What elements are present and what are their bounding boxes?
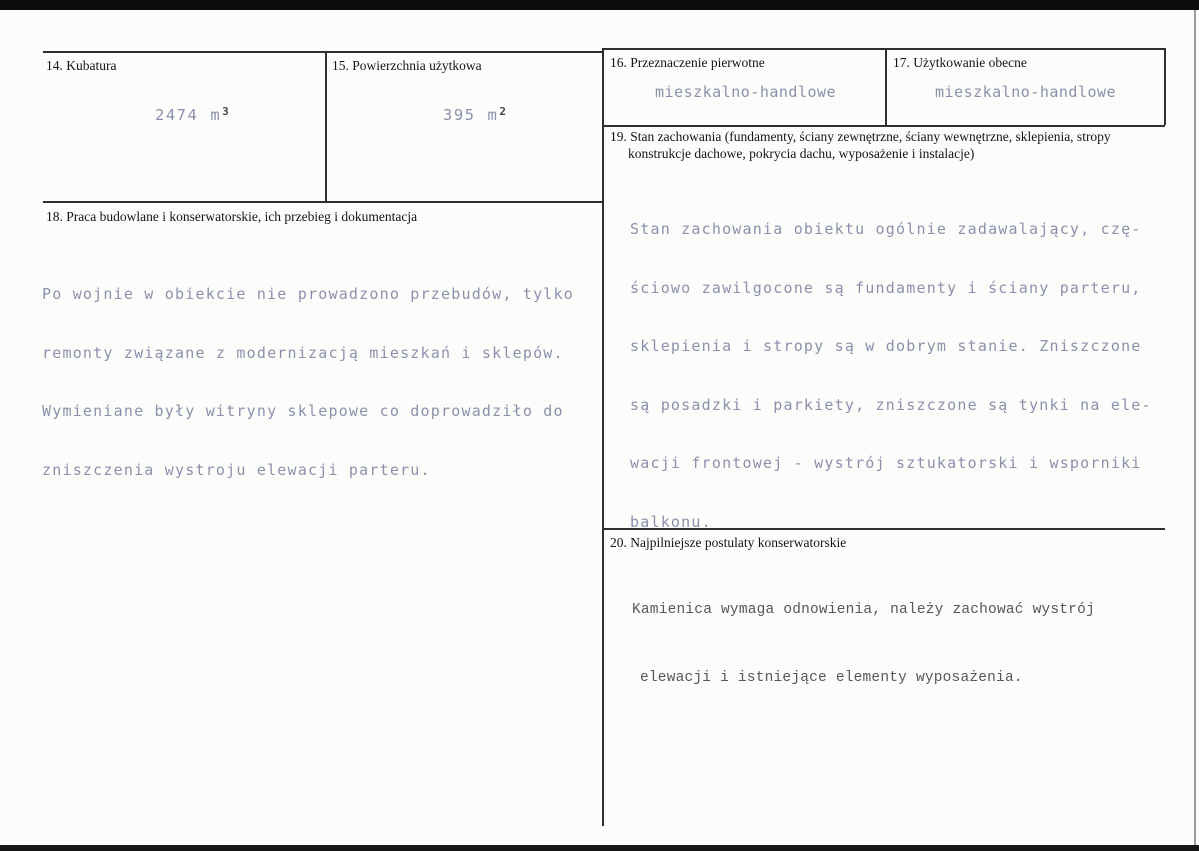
field-14-label: 14. Kubatura xyxy=(46,58,117,73)
field-16-value: mieszkalno-handlowe xyxy=(655,83,837,101)
border-row14-bottom xyxy=(43,201,603,203)
field-18-label: 18. Praca budowlane i konserwatorskie, ich przebieg i dokumentacja xyxy=(46,209,418,224)
field-19-text-line: sklepienia i stropy są w dobrym stanie. Zniszczone xyxy=(630,337,1142,355)
divider-left-right-column xyxy=(602,48,604,826)
field-18-text-line: Wymieniane były witryny sklepowe co doprowadziło do xyxy=(42,402,564,420)
field-20-text-line: elewacji i istniejące elementy wyposażenia. xyxy=(640,669,1023,686)
field-20-label: 20. Najpilniejsze postulaty konserwatorskie xyxy=(610,535,847,550)
field-15-number: 395 xyxy=(443,106,476,124)
field-18-text xyxy=(42,246,574,519)
field-19-label-line2: konstrukcje dachowe, pokrycia dachu, wyposażenie i instalacje) xyxy=(628,146,975,161)
field-19-text-line: ściowo zawilgocone są fundamenty i ściany parteru, xyxy=(630,278,1142,297)
field-15-unit-exponent: 2 xyxy=(499,105,508,118)
field-19-text-line: wacji frontowej - wystrój sztukatorski i wsporniki xyxy=(630,454,1142,472)
field-19-text-line: są posadzki i parkiety, zniszczone są tynki na ele- xyxy=(630,395,1152,414)
scan-edge-top xyxy=(0,0,1199,10)
field-14-unit: m xyxy=(210,106,222,124)
field-18-text-line: zniszczenia wystroju elewacji parteru. xyxy=(42,460,431,479)
divider-14-15 xyxy=(325,51,327,201)
border-top-left xyxy=(43,51,603,53)
field-20-text xyxy=(632,554,1095,734)
field-19-label-line1: 19. Stan zachowania (fundamenty, ściany zewnętrzne, ściany wewnętrzne, sklepienia, stropy xyxy=(610,129,1111,144)
field-15-value xyxy=(443,106,506,127)
field-17-label: 17. Użytkowanie obecne xyxy=(893,55,1027,70)
paper-edge-right xyxy=(1194,10,1196,845)
field-18-text-line: Po wojnie w obiekcie nie prowadzono przebudów, tylko xyxy=(42,285,574,303)
field-19-text-line: Stan zachowania obiektu ogólnie zadawalający, czę- xyxy=(630,220,1142,238)
border-right-box17 xyxy=(1164,48,1166,125)
field-17-value: mieszkalno-handlowe xyxy=(935,83,1117,101)
field-19-label xyxy=(610,128,1166,162)
field-14-value xyxy=(155,106,229,127)
border-row16-bottom xyxy=(603,125,1165,127)
scan-edge-bottom xyxy=(0,845,1199,851)
field-19-text xyxy=(630,181,1152,571)
field-16-label: 16. Przeznaczenie pierwotne xyxy=(610,55,765,70)
field-14-number: 2474 xyxy=(155,106,199,124)
field-18-text-line: remonty związane z modernizacją mieszkań i sklepów. xyxy=(42,343,564,362)
divider-16-17 xyxy=(885,48,887,125)
field-15-label: 15. Powierzchnia użytkowa xyxy=(332,58,482,73)
field-14-unit-exponent: 3 xyxy=(222,105,231,118)
field-15-unit: m xyxy=(487,106,499,124)
field-19-text-line: balkonu. xyxy=(630,512,712,531)
field-20-text-line: Kamienica wymaga odnowienia, należy zachować wystrój xyxy=(632,602,1095,618)
